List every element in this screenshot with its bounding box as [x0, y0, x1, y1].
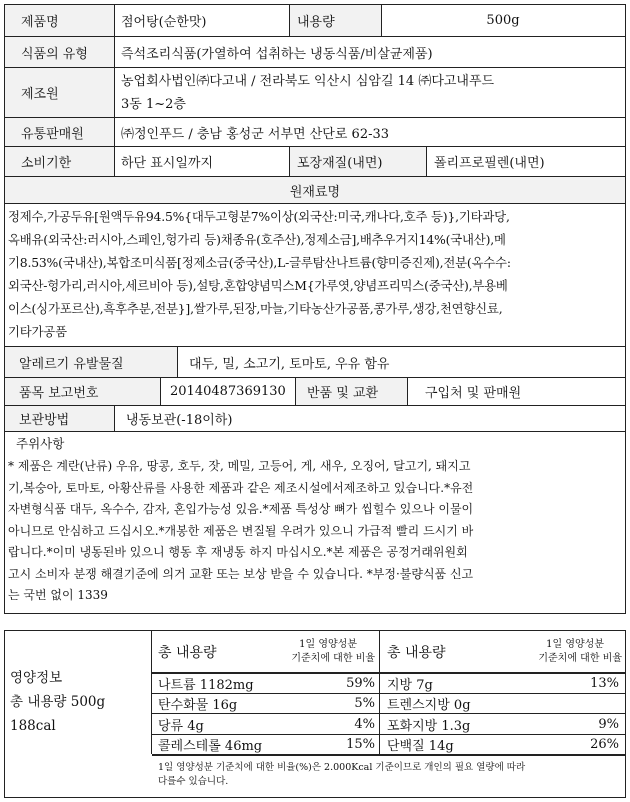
product-name-value: 점어탕(순한맛): [121, 15, 207, 30]
volume-label: 내용량: [297, 15, 335, 30]
divider: [289, 147, 290, 176]
packaging-label: 포장재질(내면): [297, 156, 383, 171]
left-daily-header-line1: 1일 영양성분: [299, 639, 357, 650]
divider: [152, 754, 625, 756]
divider: [114, 406, 115, 431]
ingredients-text: [8, 205, 624, 343]
food-type-value: 즉석조리식품(가열하여 섭취하는 냉동식품/비살균제품): [121, 46, 433, 62]
storage-label: 보관방법: [19, 413, 70, 428]
allergy-value-cell: [177, 347, 625, 377]
nutrition-title: 영양정보: [10, 670, 63, 686]
ingredients-line: 옥배유(외국산:러시아,스페인,헝가리 등)채종유(호주산),정제소금],배추우거지14%(국내산),메: [8, 232, 506, 247]
distributor-value: ㈜정인푸드 / 충남 홍성군 서부면 산단로 62-33: [121, 126, 390, 142]
storage-value: 냉동보관(-18이하): [126, 413, 233, 428]
nutrition-footnote: [158, 757, 624, 793]
manufacturer-label-cell: [5, 68, 114, 117]
product-name-value-cell: [114, 5, 289, 36]
nutrient-name: 콜레스테롤 46mg: [158, 739, 263, 754]
divider: [381, 5, 382, 36]
product-name-label-cell: [5, 5, 114, 36]
caution-line: 기,복숭아, 토마토, 아황산류를 사용한 제품과 같은 제조시설에서제조하고 있습니다.*유전: [8, 480, 474, 495]
ingredients-line: 이스(싱가포르산),흑후추분,전분}],쌀가루,된장,마늘,기타농산가공품,콩가루,생강,천연향신료,: [8, 301, 503, 316]
divider: [114, 68, 115, 117]
nutrition-total: 총 내용량 500g: [10, 694, 106, 710]
manufacturer-value-line2: 3동 1~2층: [121, 96, 186, 112]
ingredients-line: 외국산-헝가리,러시아,세르비아 등),설탕,혼합양념믹스M{가루엿,양념프리믹스(중국산),부용베: [8, 278, 508, 293]
caution-header-text: 주위사항: [16, 436, 65, 451]
food-type-label: 식품의 유형: [21, 46, 88, 62]
nutrient-row: [387, 673, 619, 693]
right-daily-header-line1: 1일 영양성분: [546, 639, 604, 650]
right-daily-header: [480, 634, 622, 670]
caution-header: [16, 432, 216, 454]
nutrient-row: [158, 673, 375, 693]
nutrient-percent: 4%: [354, 716, 375, 732]
report-number-value-cell: [160, 378, 295, 405]
expiry-label: 소비기한: [21, 156, 72, 171]
nutrient-percent: 26%: [590, 737, 619, 752]
divider: [114, 37, 115, 67]
nutrient-name: 트렌스지방 0g: [387, 698, 471, 713]
distributor-label-cell: [5, 118, 114, 146]
product-name-label: 제품명: [21, 15, 59, 30]
nutrient-row: [387, 714, 619, 734]
divider: [160, 378, 161, 405]
caution-line: 자변형식품 대두, 옥수수, 감자, 혼입가능성 있음.*제품 특성상 뼈가 씹힐수 있으나 이물이: [8, 502, 474, 516]
nutrient-name: 지방 7g: [387, 677, 433, 693]
caution-line: 고시 소비자 분쟁 해결기준에 의거 교환 또는 보상 받을 수 있습니다. *부정·불량식품 신고: [8, 566, 474, 581]
volume-value-cell: [381, 5, 625, 36]
nutrient-name: 탄수화물 16g: [158, 698, 238, 713]
ingredients-line: 정제수,가공두유[원액두유94.5%{대두고형분7%이상(외국산:미국,캐나다,호주 등)},기타과당,: [8, 209, 510, 224]
left-daily-header-line2: 기준치에 대한 비율: [291, 653, 375, 664]
volume-label-cell: [289, 5, 381, 36]
nutrient-name: 단백질 14g: [387, 739, 454, 754]
right-daily-header-line2: 기준치에 대한 비율: [538, 653, 622, 664]
nutrient-row: [158, 694, 375, 713]
expiry-value-cell: [114, 147, 289, 176]
nutrient-percent: 5%: [354, 696, 375, 711]
return-value-cell: [407, 378, 625, 405]
nutrient-percent: 13%: [590, 675, 619, 691]
nutrition-footnote-line1: 1일 영양성분 기준치에 대한 비율(%)은 2.000Kcal 기준이므로 개인의 필요 열량에 따라: [158, 762, 526, 773]
allergy-value: 대두, 밀, 소고기, 토마토, 우유 함유: [189, 356, 390, 372]
return-label: 반품 및 교환: [307, 386, 379, 401]
nutrient-percent: 59%: [346, 675, 375, 691]
nutrient-name: 포화지방 1.3g: [387, 718, 471, 734]
report-number-value: 20140487369130: [170, 384, 286, 399]
left-daily-header: [240, 634, 375, 670]
divider: [407, 378, 408, 405]
divider: [295, 378, 296, 405]
divider: [426, 147, 427, 176]
nutrient-name: 당류 4g: [158, 718, 204, 734]
nutrient-row: [158, 735, 375, 754]
packaging-value: 폴리프로필렌(내면): [434, 156, 545, 171]
expiry-value: 하단 표시일까지: [121, 156, 214, 171]
left-total-header-text: 총 내용량: [158, 645, 217, 661]
caution-line: 랍니다.*이미 냉동된바 있으니 행동 후 재냉동 하지 마십시오.*본 제품은 공정거래위원회: [8, 545, 468, 559]
nutrition-footnote-line2: 다를수 있습니다.: [158, 776, 229, 787]
caution-text: [8, 456, 622, 607]
ingredients-line: 기타가공품: [8, 324, 67, 339]
manufacturer-value-cell: [114, 68, 625, 117]
report-number-label-cell: [5, 378, 160, 405]
nutrient-name: 나트륨 1182mg: [158, 677, 254, 693]
right-total-header-text: 총 내용량: [387, 645, 446, 661]
caution-line: 는 국번 없이 1339: [8, 588, 108, 602]
caution-line: * 제품은 계란(난류) 우유, 땅콩, 호두, 잣, 메밀, 고등어, 게, 새우, 오징어, 달고기, 돼지고: [8, 459, 471, 473]
nutrient-percent: 9%: [598, 716, 619, 732]
nutrient-percent: 15%: [346, 737, 375, 752]
packaging-value-cell: [426, 147, 625, 176]
return-label-cell: [295, 378, 407, 405]
allergy-label-cell: [5, 347, 177, 377]
storage-label-cell: [5, 406, 114, 431]
divider: [289, 5, 290, 36]
manufacturer-label: 제조원: [21, 87, 59, 102]
divider: [114, 118, 115, 146]
storage-value-cell: [114, 406, 625, 431]
allergy-label: 알레르기 유발물질: [19, 356, 124, 372]
packaging-label-cell: [289, 147, 426, 176]
nutrient-row: [387, 735, 619, 754]
ingredients-header: 원재료명: [289, 184, 341, 200]
volume-value: 500g: [486, 13, 520, 28]
food-type-label-cell: [5, 37, 114, 67]
divider: [177, 347, 178, 377]
ingredients-header-cell: [5, 177, 625, 203]
expiry-label-cell: [5, 147, 114, 176]
divider: [114, 5, 115, 36]
nutrient-row: [158, 714, 375, 734]
manufacturer-value-line1: 농업회사법인㈜다고내 / 전라북도 익산시 심암길 14 ㈜다고내푸드: [121, 73, 495, 89]
divider: [114, 147, 115, 176]
divider: [5, 203, 625, 204]
food-type-value-cell: [114, 37, 625, 67]
distributor-value-cell: [114, 118, 625, 146]
distributor-label: 유통판매원: [21, 126, 84, 142]
report-number-label: 품목 보고번호: [19, 386, 99, 401]
nutrient-row: [387, 694, 619, 713]
nutrition-summary: [10, 632, 150, 772]
caution-line: 아니므로 안심하고 드십시오.*개봉한 제품은 변질될 우려가 있으니 가급적 빨리 드시기 바: [8, 523, 474, 538]
return-value: 구입처 및 판매원: [425, 386, 522, 401]
nutrition-calories: 188cal: [10, 718, 56, 734]
ingredients-line: 기8.53%(국내산),복합조미식품[정제소금(중국산),L-글루탐산나트륨(향미증진제),전분(옥수수:: [8, 255, 511, 270]
